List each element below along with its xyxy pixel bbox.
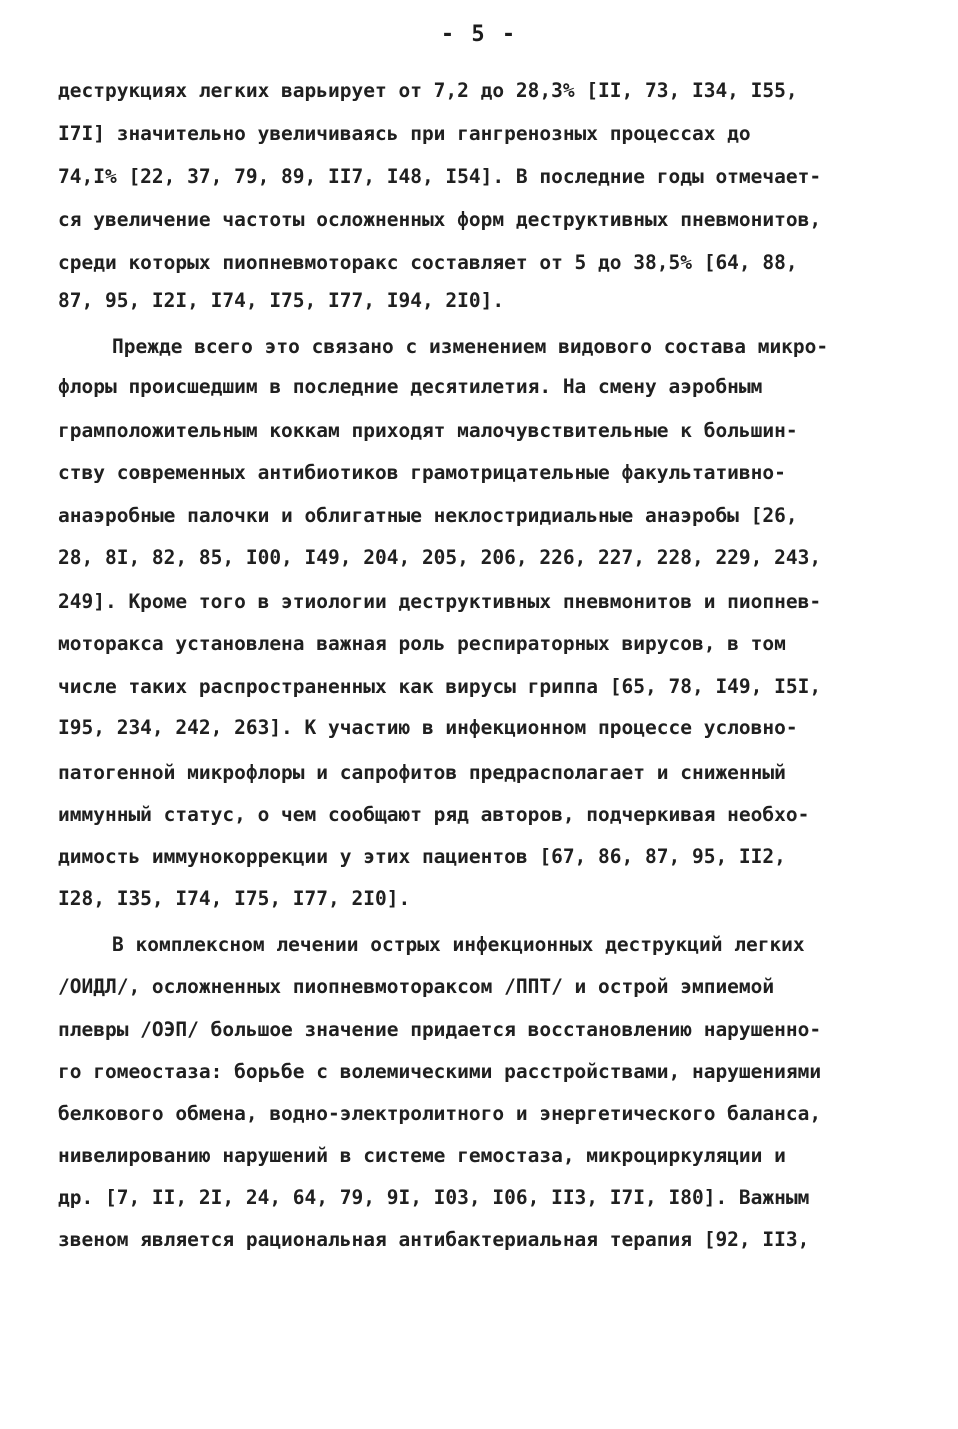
text-line: анаэробные палочки и облигатные неклостридиальные анаэробы [26, (58, 504, 798, 527)
text-line: Прежде всего это связано с изменением видового состава микро- (112, 335, 829, 358)
text-line: ству современных антибиотиков грамотрицательные факультативно- (58, 461, 786, 484)
text-line: числе таких распространенных как вирусы гриппа [65, 78, I49, I5I, (58, 675, 822, 698)
text-line: деструкциях легких варьирует от 7,2 до 28,3% [II, 73, I34, I55, (58, 79, 798, 102)
text-line: /ОИДЛ/, осложненных пиопневмотораксом /ППТ/ и острой эмпиемой (58, 975, 775, 998)
text-line: грамположительным коккам приходят малочувствительные к большин- (58, 419, 798, 442)
text-line: 87, 95, I2I, I74, I75, I77, I94, 2I0]. (58, 289, 505, 312)
text-line: I95, 234, 242, 263]. К участию в инфекционном процессе условно- (58, 716, 798, 739)
text-line: звеном является рациональная антибактериальная терапия [92, II3, (58, 1228, 810, 1251)
text-line: др. [7, II, 2I, 24, 64, 79, 9I, I03, I06, II3, I7I, I80]. Важным (58, 1186, 810, 1209)
text-line: среди которых пиопневмоторакс составляет от 5 до 38,5% [64, 88, (58, 251, 798, 274)
page-number: - 5 - (440, 22, 518, 47)
text-line: I28, I35, I74, I75, I77, 2I0]. (58, 887, 411, 910)
text-line: патогенной микрофлоры и сапрофитов предрасполагает и сниженный (58, 761, 786, 784)
text-line: 74,I% [22, 37, 79, 89, II7, I48, I54]. В последние годы отмечает- (58, 165, 822, 188)
text-line: ся увеличение частоты осложненных форм деструктивных пневмонитов, (58, 208, 822, 231)
text-line: В комплексном лечении острых инфекционных деструкций легких (112, 933, 805, 956)
text-line: димость иммунокоррекции у этих пациентов [67, 86, 87, 95, II2, (58, 845, 786, 868)
text-line: белкового обмена, водно-электролитного и энергетического баланса, (58, 1102, 822, 1125)
text-line: нивелированию нарушений в системе гемостаза, микроциркуляции и (58, 1144, 786, 1167)
text-line: 28, 8I, 82, 85, I00, I49, 204, 205, 206, 226, 227, 228, 229, 243, (58, 546, 822, 569)
text-line: флоры происшедшим в последние десятилетия. На смену аэробным (58, 375, 763, 398)
text-line: иммунный статус, о чем сообщают ряд авторов, подчеркивая необхо- (58, 803, 810, 826)
text-line: моторакса установлена важная роль респираторных вирусов, в том (58, 632, 786, 655)
text-line: го гомеостаза: борьбе с волемическими расстройствами, нарушениями (58, 1060, 822, 1083)
text-line: I7I] значительно увеличиваясь при гангренозных процессах до (58, 122, 751, 145)
text-line: 249]. Кроме того в этиологии деструктивных пневмонитов и пиопнев- (58, 590, 822, 613)
text-line: плевры /ОЭП/ большое значение придается восстановлению нарушенно- (58, 1018, 822, 1041)
